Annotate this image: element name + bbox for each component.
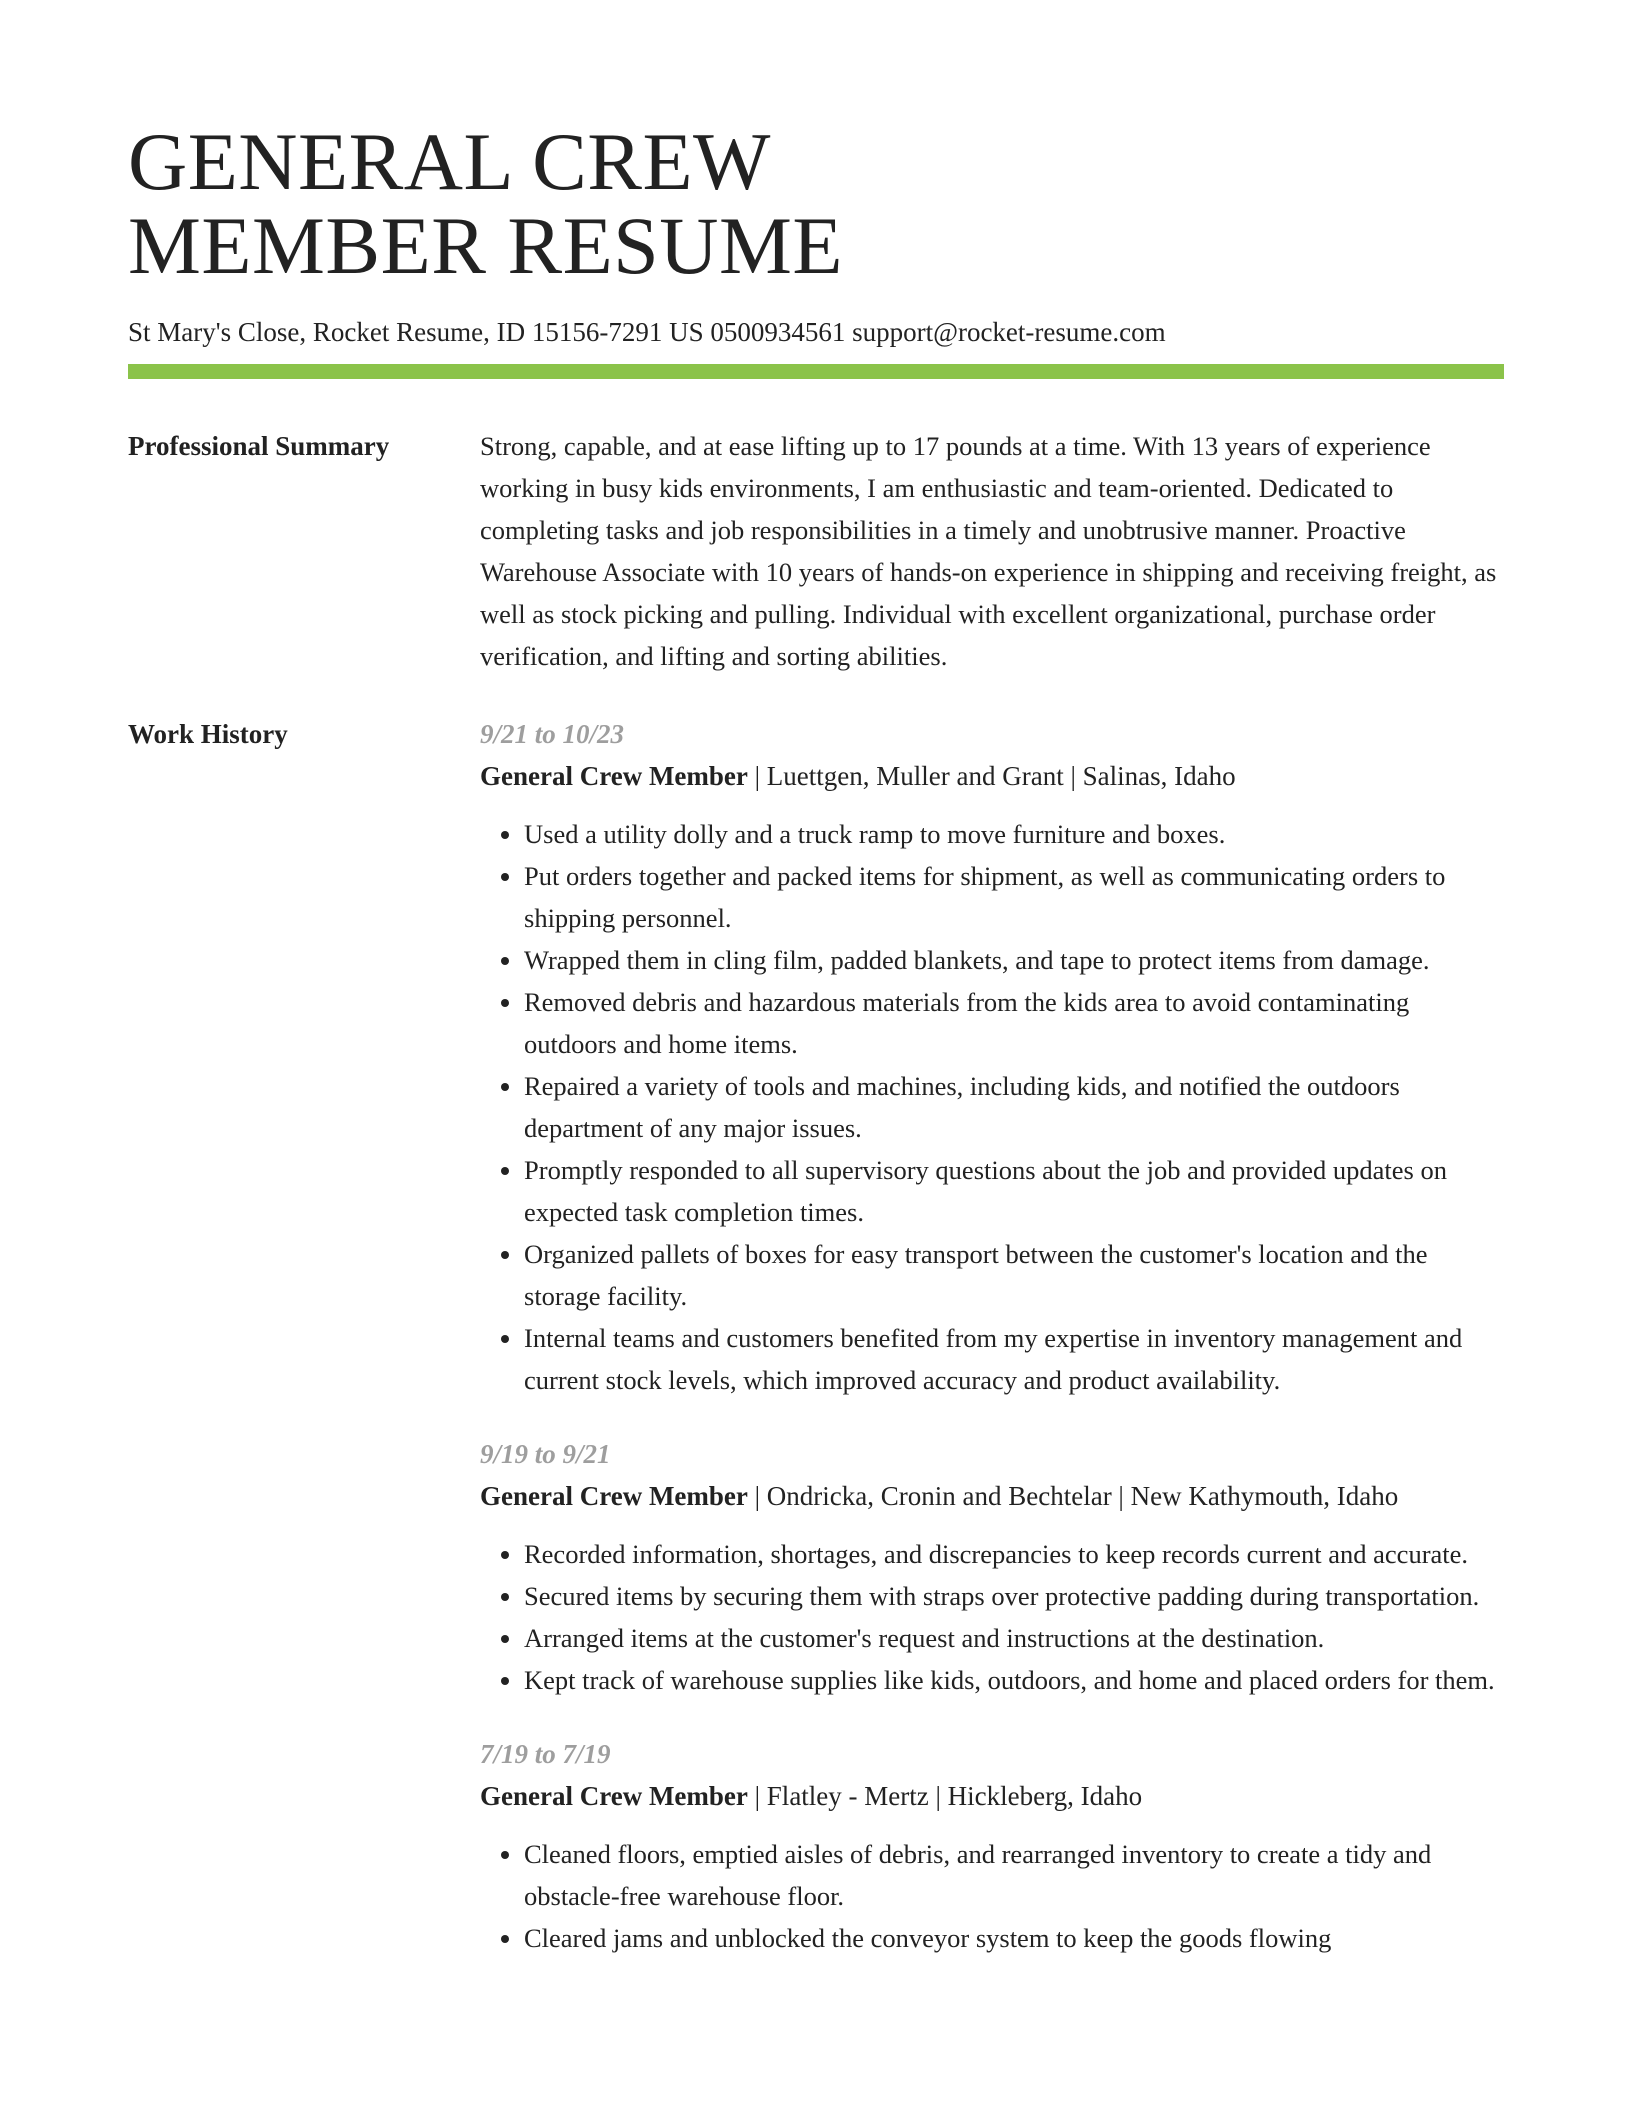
job-bullets	[480, 813, 1504, 1401]
section-label-work-history: Work History	[128, 719, 288, 749]
resume-page	[128, 116, 1504, 1991]
job-heading	[480, 755, 1504, 797]
work-history-section	[128, 713, 1504, 1991]
job-bullets	[480, 1833, 1504, 1959]
title-line-2: MEMBER RESUME	[128, 200, 843, 291]
job-bullet: • Internal teams and customers benefited from my expertise in inventory management and current stock levels, which improved accuracy and product availability.	[524, 1317, 1504, 1401]
job-bullet: • Promptly responded to all supervisory questions about the job and provided updates on expected task completion times.	[524, 1149, 1504, 1233]
job-dates: 7/19 to 7/19	[480, 1739, 611, 1769]
job-title: General Crew Member	[480, 1781, 748, 1811]
summary-text: Strong, capable, and at ease lifting up to 17 pounds at a time. With 13 years of experience working in busy kids environments, I am enthusiastic and team-oriented. Dedicated to completing tasks and job responsibilities in a timely and unobtrusive manner. Proactive Warehouse Associate with 10 years of hands-on experience in shipping and receiving freight, as well as stock picking and pulling. Individual with excellent organizational, purchase order verification, and lifting and sorting abilities.	[480, 431, 1497, 671]
job-bullet: • Arranged items at the customer's request and instructions at the destination.	[524, 1617, 1504, 1659]
title-line-1: GENERAL CREW	[128, 116, 771, 207]
job-bullet: • Recorded information, shortages, and discrepancies to keep records current and accurate.	[524, 1533, 1504, 1575]
job-bullets	[480, 1533, 1504, 1701]
work-history-body	[480, 713, 1504, 1991]
job-heading	[480, 1475, 1504, 1517]
job-details: | Ondricka, Cronin and Bechtelar | New Kathymouth, Idaho	[747, 1481, 1399, 1511]
accent-divider	[128, 364, 1504, 379]
resume-title	[128, 116, 1504, 291]
job-bullet: • Put orders together and packed items for shipment, as well as communicating orders to shipping personnel.	[524, 855, 1504, 939]
job-details: | Flatley - Mertz | Hickleberg, Idaho	[747, 1781, 1143, 1811]
professional-summary-section	[128, 425, 1504, 677]
job-bullet: • Organized pallets of boxes for easy transport between the customer's location and the storage facility.	[524, 1233, 1504, 1317]
job-title: General Crew Member	[480, 1481, 748, 1511]
job-entry	[480, 1433, 1504, 1701]
job-bullet: • Wrapped them in cling film, padded blankets, and tape to protect items from damage.	[524, 939, 1504, 981]
job-bullet: • Removed debris and hazardous materials from the kids area to avoid contaminating outdoors and home items.	[524, 981, 1504, 1065]
job-bullet: • Repaired a variety of tools and machines, including kids, and notified the outdoors department of any major issues.	[524, 1065, 1504, 1149]
job-heading	[480, 1775, 1504, 1817]
job-dates: 9/21 to 10/23	[480, 719, 625, 749]
job-bullet: • Used a utility dolly and a truck ramp to move furniture and boxes.	[524, 813, 1504, 855]
job-bullet: • Cleared jams and unblocked the conveyor system to keep the goods flowing	[524, 1917, 1504, 1959]
job-details: | Luettgen, Muller and Grant | Salinas, Idaho	[747, 761, 1236, 791]
section-label-summary: Professional Summary	[128, 431, 390, 461]
job-bullet: • Secured items by securing them with straps over protective padding during transportation.	[524, 1575, 1504, 1617]
job-dates: 9/19 to 9/21	[480, 1439, 611, 1469]
job-bullet: • Cleaned floors, emptied aisles of debris, and rearranged inventory to create a tidy and obstacle-free warehouse floor.	[524, 1833, 1504, 1917]
job-bullet: • Kept track of warehouse supplies like kids, outdoors, and home and placed orders for them.	[524, 1659, 1504, 1701]
job-title: General Crew Member	[480, 761, 748, 791]
job-entry	[480, 1733, 1504, 1959]
job-entry	[480, 713, 1504, 1401]
contact-info: St Mary's Close, Rocket Resume, ID 15156-7291 US 0500934561 support@rocket-resume.com	[128, 317, 1166, 347]
summary-body	[480, 425, 1504, 677]
